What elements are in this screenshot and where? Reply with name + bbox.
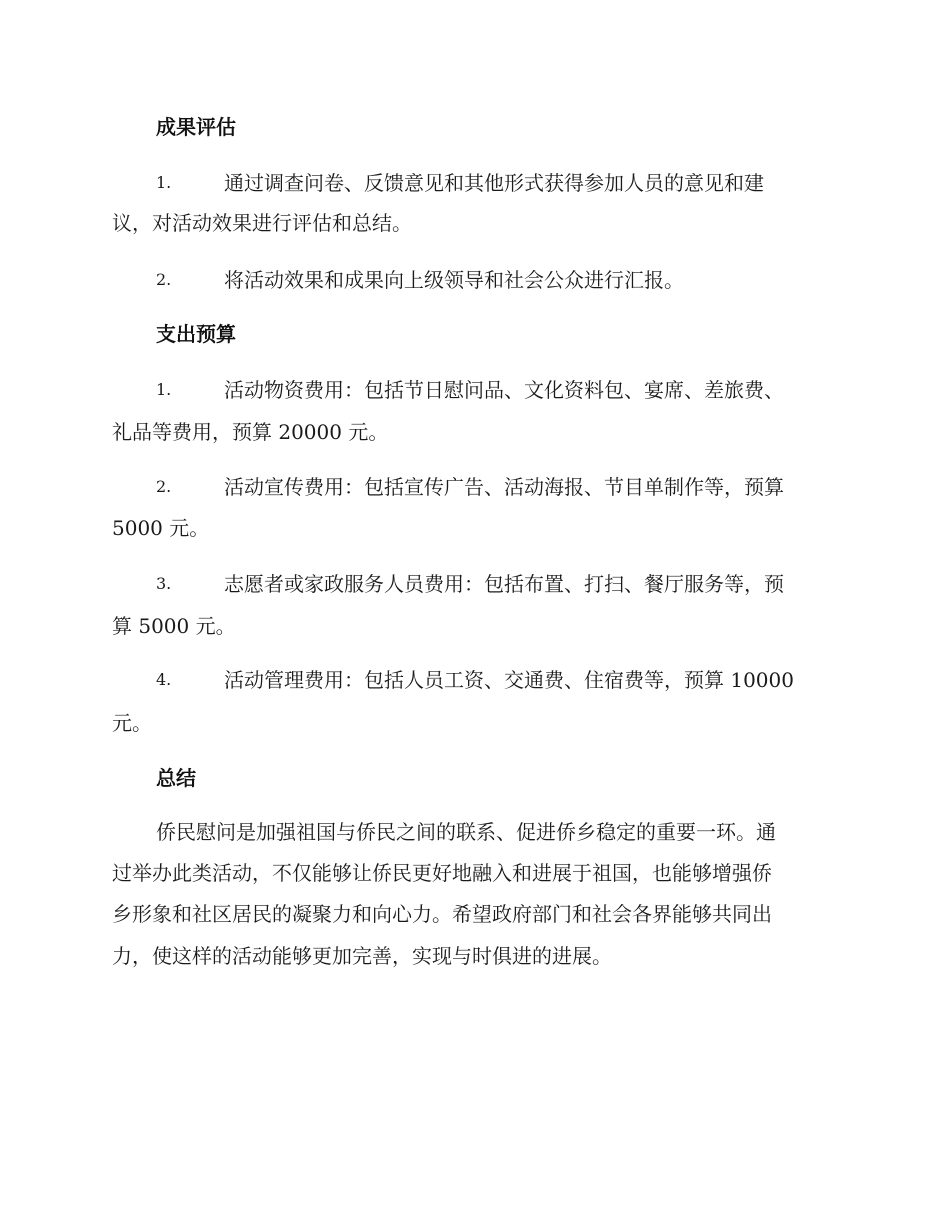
list-item-line: 通过调查问卷、反馈意见和其他形式获得参加人员的意见和建	[224, 171, 764, 195]
list-item-line: 算 5000 元。	[112, 614, 236, 638]
list-item-number: 2.	[156, 270, 172, 289]
list-item-line: 将活动效果和成果向上级领导和社会公众进行汇报。	[224, 268, 684, 292]
paragraph-line: 侨民慰问是加强祖国与侨民之间的联系、促进侨乡稳定的重要一环。通	[156, 820, 776, 844]
list-item-line: 元。	[112, 711, 152, 735]
list-item-line: 活动宣传费用：包括宣传广告、活动海报、节目单制作等，预算	[224, 475, 784, 499]
list-item-number: 1.	[156, 173, 172, 192]
list-item-number: 2.	[156, 477, 172, 496]
list-item-line: 礼品等费用，预算 20000 元。	[112, 420, 389, 444]
list-item-line: 5000 元。	[112, 516, 210, 540]
section-heading-budget: 支出预算	[156, 322, 236, 346]
paragraph-line: 乡形象和社区居民的凝聚力和向心力。希望政府部门和社会各界能够共同出	[112, 902, 772, 926]
list-item-line: 志愿者或家政服务人员费用：包括布置、打扫、餐厅服务等，预	[224, 572, 784, 596]
paragraph-line: 过举办此类活动，不仅能够让侨民更好地融入和进展于祖国，也能够增强侨	[112, 861, 772, 885]
paragraph-line: 力，使这样的活动能够更加完善，实现与时俱进的进展。	[112, 944, 612, 968]
list-item-line: 活动物资费用：包括节日慰问品、文化资料包、宴席、差旅费、	[224, 378, 784, 402]
section-heading-summary: 总结	[156, 766, 196, 790]
section-heading-outcome-evaluation: 成果评估	[156, 115, 236, 139]
list-item-line: 议，对活动效果进行评估和总结。	[112, 211, 412, 235]
list-item-line: 活动管理费用：包括人员工资、交通费、住宿费等，预算 10000	[224, 668, 794, 692]
list-item-number: 1.	[156, 380, 172, 399]
list-item-number: 3.	[156, 574, 172, 593]
list-item-number: 4.	[156, 670, 172, 689]
